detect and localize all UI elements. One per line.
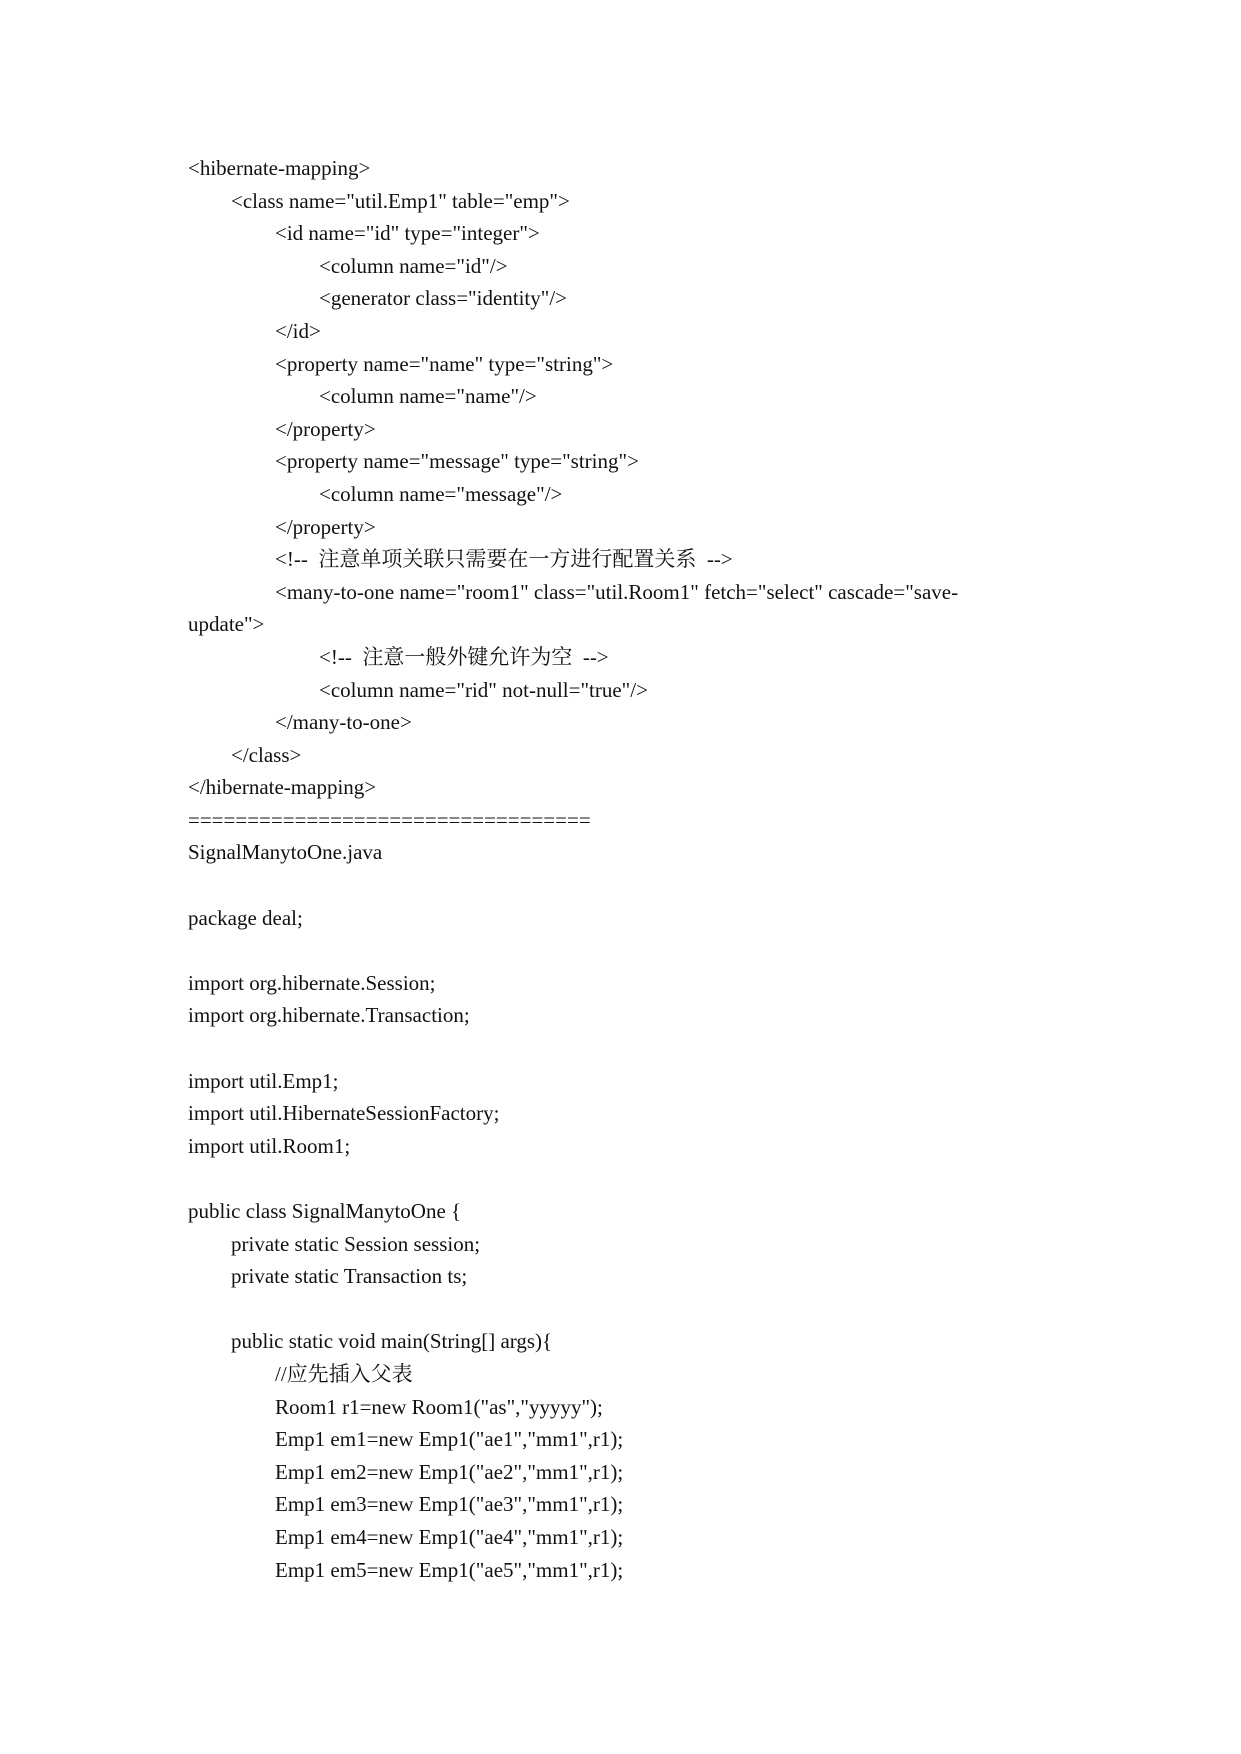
code-line: <property name="message" type="string"> — [275, 449, 639, 474]
file-name-line: SignalManytoOne.java — [188, 840, 383, 865]
code-line: <id name="id" type="integer"> — [275, 221, 540, 246]
code-line: <column name="message"/> — [319, 481, 563, 506]
code-line: import org.hibernate.Transaction; — [188, 1003, 470, 1028]
blank-line — [188, 1293, 1088, 1326]
blank-line — [188, 869, 1088, 902]
code-line: <column name="id"/> — [319, 253, 508, 278]
blank-line — [188, 1162, 1088, 1195]
code-line: public class SignalManytoOne { — [188, 1199, 462, 1223]
code-line: private static Session session; — [231, 1231, 481, 1256]
code-line: <hibernate-mapping> — [188, 156, 371, 180]
code-line: package deal; — [188, 905, 303, 930]
blank-line — [188, 1032, 1088, 1065]
code-listing — [188, 152, 1088, 1586]
code-line: Emp1 em3=new Emp1("ae3","mm1",r1); — [275, 1492, 624, 1517]
code-line: </property> — [275, 514, 376, 539]
code-line: </hibernate-mapping> — [188, 775, 377, 800]
code-line: <property name="name" type="string"> — [275, 351, 614, 376]
code-line: Emp1 em2=new Emp1("ae2","mm1",r1); — [275, 1459, 624, 1484]
comment-line: <!-- 注意一般外键允许为空 --> — [319, 644, 609, 669]
code-line: import util.Emp1; — [188, 1068, 339, 1093]
code-line: private static Transaction ts; — [231, 1264, 468, 1289]
blank-line — [188, 934, 1088, 967]
separator-line: ================================== — [188, 807, 591, 832]
code-line: Room1 r1=new Room1("as","yyyyy"); — [275, 1394, 603, 1419]
code-line: Emp1 em5=new Emp1("ae5","mm1",r1); — [275, 1557, 624, 1582]
comment-line: <!-- 注意单项关联只需要在一方进行配置关系 --> — [275, 547, 733, 572]
code-line: import util.Room1; — [188, 1133, 351, 1158]
code-line: Emp1 em4=new Emp1("ae4","mm1",r1); — [275, 1524, 624, 1549]
code-line: <many-to-one name="room1" class="util.Room1" fetch="select" cascade="save- — [275, 579, 959, 604]
code-line: </id> — [275, 318, 321, 343]
code-line: Emp1 em1=new Emp1("ae1","mm1",r1); — [275, 1427, 624, 1452]
comment-line: //应先插入父表 — [275, 1361, 413, 1386]
code-line: <column name="name"/> — [319, 384, 537, 409]
code-line: update"> — [188, 612, 265, 637]
code-line: </property> — [275, 416, 376, 441]
code-line: <column name="rid" not-null="true"/> — [319, 677, 648, 702]
code-line: <class name="util.Emp1" table="emp"> — [231, 188, 570, 213]
code-line: public static void main(String[] args){ — [231, 1329, 553, 1354]
code-line: import util.HibernateSessionFactory; — [188, 1101, 500, 1126]
code-line: <generator class="identity"/> — [319, 286, 568, 311]
code-line: </class> — [231, 742, 302, 767]
code-line: </many-to-one> — [275, 710, 412, 735]
code-line: import org.hibernate.Session; — [188, 970, 436, 995]
